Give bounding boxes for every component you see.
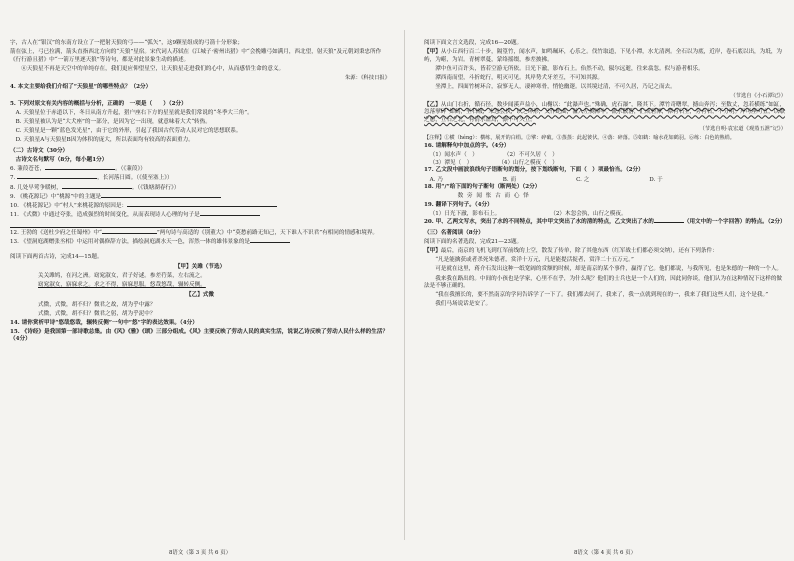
poem2-title: 【乙】式微 xyxy=(186,291,214,298)
q18-sentence: 数 旁 闻 怅 古 而 心 怿 xyxy=(457,193,530,200)
q19-item: （2）木忽会执，山行之模夜。 xyxy=(550,211,627,218)
recite-item: 8. 几处早莺争暖树， 。（《钱塘湖春行》） xyxy=(10,184,180,191)
poem2-line: 式微，式微，胡不归？微君之躬，胡为乎泥中？ xyxy=(38,310,156,317)
recite-item: 6. 蒹葭苍苍， 。（《蒹葭》） xyxy=(10,166,146,173)
option-a: A. 天狼星位于赤道以下，冬日从南方升起，猎户座右下方的星星就是我们常说的“冬季大三角”。 xyxy=(15,109,253,116)
q16-item: （4）山行之模夜（ ） xyxy=(498,159,558,166)
passage-paragraph: 字，古人在“银汉”的东南方设立了一把射天狼的弓——“弧矢”，这9颗星组成的弓箭十分形象； xyxy=(10,40,244,46)
page-footer: 8语文（第 4 页 共 6 页） xyxy=(574,549,636,556)
passage-paragraph: 箭在弦上，弓已拉满，箭头直指西北方向的“天狼”星宿。宋代词人苏轼在《江城子·密州出猎》中“会挽雕弓如满月，西北望，射天狼”及元朝刘秉忠所作《行行游且猎》中“一箭万里逐天狼”等诗句，都是对此景象生动的描述。 xyxy=(10,49,382,63)
recite-item: 13. 《望洞庭湖赠张丞相》中运用对偶修辞方法，描绘洞庭湖水天一色，浑然一体的雄伟景象的是 xyxy=(10,239,390,247)
jia-passage: 【甲】从小丘西行百二十步，隔篁竹，闻水声，如鸣珮环，心乐之。伐竹取道，下见小潭，水尤清冽。全石以为底，近岸，卷石底以出，为坻，为屿，为嵁，为岩。青树翠蔓，蒙络摇缀，参差披拂。 xyxy=(424,49,783,63)
section-heading: （三）名著阅读（8分） xyxy=(424,229,484,236)
poem2-line: 式微，式微，胡不归？微君之故，胡为乎中露？ xyxy=(38,301,156,308)
yi-passage: 【乙】从山门右折，循石径，数步闻溪声益小，山榭以：“此瀑声也。”殊确，虎石瀑”，隆其下。潭竹奇曙翠，撼山奔泻；至数丈，忽若横练“如缸，忽落擘碎“如鹤，至石级，未忽会执，以之环形，又作蛇曲，溢入左侧潭中。流水散落，汇成碧潭，潭有石生，旁有石，不分明。岸可座可宜，以歇之憩，立石之北，有清水盈焉，凛不可久立。 xyxy=(424,101,786,123)
novel-paragraph: 【甲】最后，南京的飞机飞到红军前线的上空，散发了传单，除了其他东西（红军战士们都必须交纳），还有下列条件： xyxy=(424,248,718,255)
q17-option: D. 于 xyxy=(649,176,663,183)
q17-option: B. 而 xyxy=(502,176,517,183)
recite-item: 9. 《桃花源记》中“桃源”中的主题是 xyxy=(10,194,390,202)
page-4 xyxy=(424,0,786,561)
question-18: 18. 用“/”给下面的句子断句（断两处）（2分） xyxy=(424,184,541,191)
option-b: B. 天狼星被认为是“大犬座”的一部分，是因为它一出现，就意味着大犬“转热。 xyxy=(15,118,211,125)
novel-paragraph: 我们马场说话是安了。 xyxy=(435,301,492,308)
question-15: 15. 《诗经》是我国第一部诗歌总集。由《风》《雅》《颂》三部分组成。《风》主要反映了劳动人民的真实生活，说说乙诗反映了劳动人民什么样的生活？（4分） xyxy=(10,328,389,343)
question-19: 19. 翻译下列句子。（4分） xyxy=(424,202,493,209)
jia-paragraph: 潭中鱼可百许头，皆若空游无所依。日光下澈，影布石上。佁然不动，俶尔远逝，往来翕忽。似与游者相乐。 xyxy=(435,65,704,72)
passage-paragraph: ⑥天狼星不再是天空中的单纯存在，我们更应仰望星空，让天狼星走进我们的心中，从而感悟生命的意义。 xyxy=(21,65,285,72)
recite-item: 12. 王勃的《送杜少府之任蜀州》中“ ”两句诗与高适的《别董大》中“莫愁前路无知己，天下谁人不识君”有相同的情感和境界。 xyxy=(10,229,379,236)
poem1-line: 窈窕淑女，寤寐求之。求之不得，寤寐思服。悠哉悠哉，辗转反侧。 xyxy=(38,282,206,289)
novel-paragraph: 可是就在这里，蒋介石发出这种一纸宽阔的赏额的时候，却是南京的某个事件，赢得了它。他们都说，与我所见，也是朱德的一种的一个人。 xyxy=(435,266,783,273)
page-divider xyxy=(404,30,405,540)
answer-line xyxy=(10,221,210,228)
novel-paragraph: “我在我擅长的，要不然南京的学问告诉学了一下了。我们都去问了，我来了，我一点就到现在的一，我来了我们这些人们，这个是我。” xyxy=(435,292,769,299)
recite-item: 10. 《桃花源记》中“村人”来桃花源的原因是： xyxy=(10,203,390,211)
page-3 xyxy=(10,0,390,561)
poem1-line: 关关雎鸠，在河之洲。窈窕淑女，君子好逑。参差荇菜，左右流之。 xyxy=(38,273,206,280)
q16-item: （2）不可久居（ ） xyxy=(503,152,558,159)
novel-paragraph: 我来我在路出的。中间的小孩也是学家，心里不在乎，为什么呢？他们的士兵也是一个人们的，因此同你谈，他们认为在这种情况下这样的做法是不够正确的。 xyxy=(424,275,783,290)
q17-options xyxy=(424,177,786,185)
reading-intro: 阅读下面文言文选段，完成16—20题。 xyxy=(424,40,523,46)
question-5: 5. 下列对原文有关内容的概括与分析，正确的 一项是（ ）（2分） xyxy=(10,100,187,107)
yi-source: （节选自明·袁宏道《观蒸五泄”记》） xyxy=(699,126,786,133)
question-14: 14. 请你赏析甲诗“悠哉悠哉，辗转反侧”一句中“悠”字的表达效果。（4分） xyxy=(10,319,198,326)
q19-items xyxy=(424,211,786,219)
option-d: D. 天狼星A与天狼星B因为体积的庞大，所以表面均有较高的表面重力。 xyxy=(15,137,194,144)
poem-intro: 阅读下面两首古诗，完成14—15题。 xyxy=(10,254,103,261)
recite-heading: 古诗文名句默写（8分，每小题1分） xyxy=(15,157,108,164)
q19-item: （1）日光下澈，影布石上。 xyxy=(429,211,501,218)
section-heading: （二）古诗文（30分） xyxy=(10,147,69,154)
question-16: 16. 请解释句中加点的字。（4分） xyxy=(424,143,510,150)
passage-source: 朱源：《科技日报》 xyxy=(344,74,390,81)
option-c: C. 天狼星是一颗“蓝色发光星”，由于它的外形，引起了我国古代劳动人民对它的思想联系。 xyxy=(15,127,242,134)
reading-intro: 阅读下面的名著选段，完成21—23题。 xyxy=(424,239,523,246)
poem1-title: 【甲】关雎（节选） xyxy=(174,263,226,270)
page-footer: 8语文（第 3 页 共 6 页） xyxy=(169,549,231,556)
question-17: 17. 乙文段中画波浪线句子语断句的划分，按下划线断句，下面（ ）项最恰当。（2分） xyxy=(424,167,644,174)
notes: 【注释】①横（héng）：横练，展开的白绢。②擘：碎破。③蒸蒸：此起彼伏。④落：碎落。⑤如鹤：喻水花如鹤羽。⑥练：白色的熟绢。 xyxy=(424,134,735,141)
q16-item: （3）潭见（ ） xyxy=(429,159,473,166)
q17-option: C. 之 xyxy=(576,176,590,183)
q16-items xyxy=(424,152,786,160)
question-4: 4. 本文主要给我们介绍了“天狼星”的哪些特点？（2分） xyxy=(10,83,152,90)
recite-item: 11. 《式微》中通过夸张，造成强烈的时间变化，从而表现诗人心理的句子是 xyxy=(10,212,390,220)
jia-paragraph: 坐潭上，四面竹树环合，寂寥无人，凄神寒骨，悄怆幽邃。以其境过清，不可久居，乃记之而去。 xyxy=(435,83,676,90)
jia-source: （节选自《小石潭记》） xyxy=(730,93,786,100)
q17-option: A. 乃 xyxy=(429,176,443,183)
question-20: 20. 甲、乙两文写水，突出了水的不同特点，其中甲文突出了水的清的特点，乙文突出了水的 （用文中的一个字回答）的特点。（2分） xyxy=(424,219,786,226)
q16-item: （1）闻水声（ ） xyxy=(429,152,478,159)
recite-item: 7. ，长河落日圆。（《使至塞上》） xyxy=(10,175,173,182)
novel-paragraph: “凡是能擒获或者杀死朱德者，赏洋十万元，凡是能提活捉者，赏洋二十五万元。” xyxy=(435,257,634,264)
jia-paragraph: 潭西南而望，斗折蛇行，明灭可见。其岸势犬牙差互，不可知其源。 xyxy=(435,74,604,81)
